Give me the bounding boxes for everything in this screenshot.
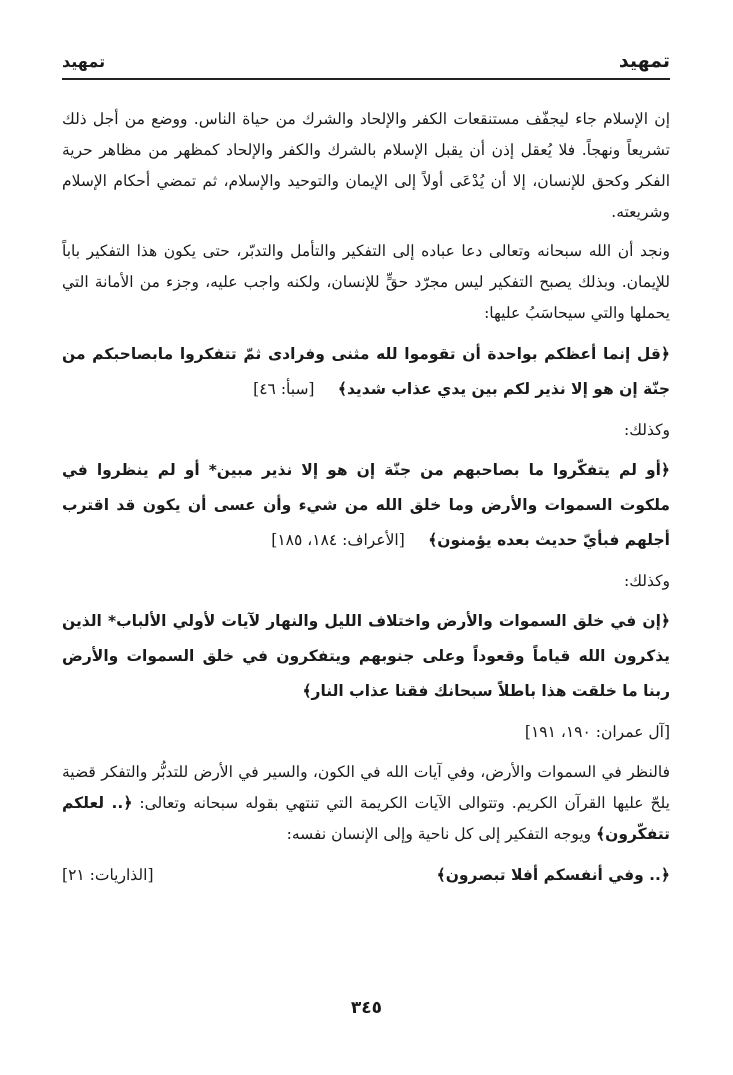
header-rule	[62, 78, 670, 80]
quote-4-text: ﴿.. وفي أنفسكم أفلا تبصرون﴾	[436, 866, 670, 884]
quote-1-text: ﴿قل إنما أعظكم بواحدة أن تقوموا لله مثنى وفرادى ثمّ تتفكروا مابصاحبكم من جنّة إن هو إلا نذير لكم بين يدي عذاب شديد﴾	[62, 345, 670, 398]
quran-quote-4	[62, 858, 670, 892]
chapter-title: تمهيد	[618, 50, 670, 72]
page-content	[62, 104, 670, 892]
page-header	[62, 50, 670, 76]
quote-3-reference: [آل عمران: ١٩٠، ١٩١]	[524, 723, 670, 741]
connector-2: وكذلك:	[623, 572, 670, 590]
quran-quote-3: ﴿إن في خلق السموات والأرض واختلاف الليل والنهار لآيات لأولي الألباب* الذين يذكرون الله قياماً وقعوداً وعلى جنوبهم ويتفكرون في خلق السموات والأرض ربنا ما خلقت هذا باطلاً سبحانك فقنا عذاب النار﴾	[62, 612, 670, 700]
quran-quote-2	[62, 453, 670, 558]
paragraph-3-quote: ﴿.. لعلكم تتفكّرون﴾	[62, 794, 670, 843]
paragraph-3	[62, 757, 670, 850]
running-title: تمهيد	[62, 52, 106, 71]
page-number: ٣٤٥	[350, 998, 383, 1018]
quote-2-text: ﴿أو لم يتفكّروا ما بصاحبهم من جنّة إن هو إلا نذير مبين* أو لم ينظروا في ملكوت السموات والأرض وما خلق الله من شيء وأن عسى أن يكون قد اقترب أجلهم فبأيّ حديث بعده يؤمنون﴾	[62, 461, 670, 549]
quote-1-reference: [سبأ: ٤٦]	[253, 380, 315, 398]
quran-quote-1	[62, 337, 670, 407]
paragraph-2: ونجد أن الله سبحانه وتعالى دعا عباده إلى التفكير والتأمل والتدبّر، حتى يكون هذا التفكير باباً للإيمان. وبذلك يصبح التفكير ليس مجرّد حقٍّ للإنسان، ولكنه واجب عليه، وجزء من الأمانة التي يحملها والتي سيحاسَبُ عليها:	[62, 242, 670, 322]
quote-2-reference: [الأعراف: ١٨٤، ١٨٥]	[271, 531, 405, 549]
paragraph-3-part-1: فالنظر في السموات والأرض، وفي آيات الله في الكون، والسير في الأرض للتدبُّر والتفكر قضية يلحّ عليها القرآن الكريم. وتتوالى الآيات الكريمة التي تنتهي بقوله سبحانه وتعالى:	[62, 763, 670, 812]
paragraph-3-part-2: ويوجه التفكير إلى كل ناحية وإلى الإنسان نفسه:	[286, 825, 597, 843]
quote-4-reference: [الذاريات: ٢١]	[62, 866, 154, 884]
paragraph-1: إن الإسلام جاء ليجفّف مستنقعات الكفر والإلحاد والشرك من حياة الناس. ووضع من أجل ذلك تشريعاً ونهجاً. فلا يُعقل إذن أن يقبل الإسلام بالشرك والكفر والإلحاد كمظهر من مظاهر حرية الفكر وكحق للإنسان، إلا أن يُدْعَى أولاً إلى الإيمان والتوحيد والإسلام، ثم تمضي أحكام الإسلام وشريعته.	[62, 110, 670, 221]
connector-1: وكذلك:	[623, 421, 670, 439]
